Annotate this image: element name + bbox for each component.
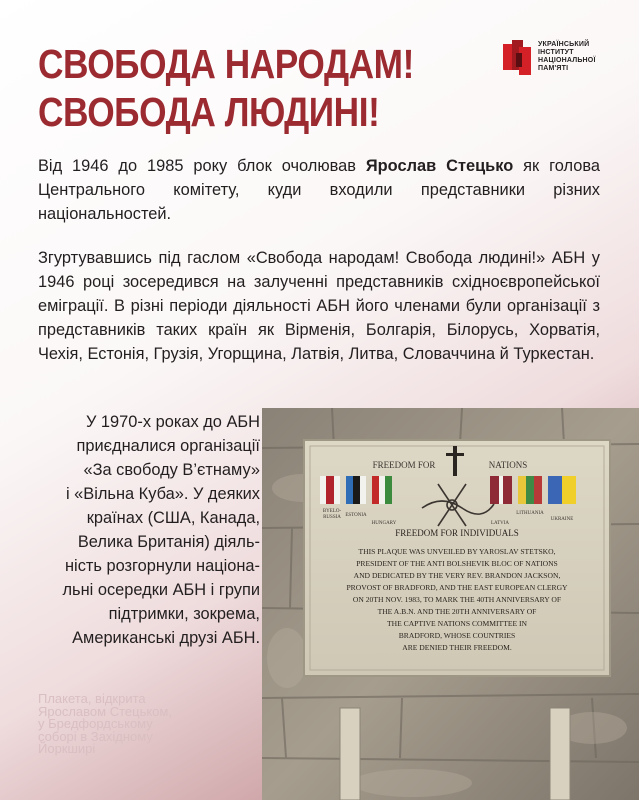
svg-text:RUSSIA: RUSSIA: [323, 515, 341, 520]
page-title: [38, 40, 414, 136]
paragraph-slogan: Згуртувавшись під гаслом «Свобода народам! Свобода людині!» АБН у 1946 році зосередився на залученні представників східноєвропейської еміграції. В різні періоди діяльності АБН його членами були організації з представників таких країн як Вірменія, Болгарія, Білорусь, Хорватія, Чехія, Естонія, Грузія, Угорщина, Латвія, Литва, Словаччина й Туркестан.: [38, 249, 600, 363]
flag-ukraine: [548, 476, 576, 504]
institute-logo: [503, 40, 613, 86]
plaque-freedom-individuals: FREEDOM FOR INDIVIDUALS: [395, 528, 519, 538]
title-line-2: СВОБОДА ЛЮДИНІ!: [38, 89, 380, 135]
photo-caption: Плакета, відкрита Ярославом Стецьком, у Бредфордському соборі в Західному Йоркширі: [38, 691, 172, 756]
flag-hungary: [372, 476, 392, 504]
paragraph-leadership: Від 1946 до 1985 року блок очолював Ярослав Стецько як голова Центрального комітету, куди входили представники різних національностей.: [38, 157, 601, 223]
plaque-photo: [262, 408, 639, 800]
plaque-flag-label: UKRAINE: [550, 517, 574, 522]
svg-text:THE A.B.N. AND THE 20TH ANNIVE: THE A.B.N. AND THE 20TH ANNIVERSARY OF: [377, 607, 537, 616]
flag-byelorussia: [320, 476, 340, 504]
svg-text:THE CAPTIVE NATIONS COMMITTEE: THE CAPTIVE NATIONS COMMITTEE IN: [386, 619, 528, 628]
svg-text:AND DEDICATED BY THE VERY REV.: AND DEDICATED BY THE VERY REV. BRANDON JACKSON,: [353, 571, 561, 580]
svg-text:PROVOST OF BRADFORD, AND THE E: PROVOST OF BRADFORD, AND THE EAST EUROPEAN CLERGY: [346, 583, 568, 592]
plaque-header-right: NATIONS: [488, 460, 528, 470]
paragraph-1970s: У 1970-х роках до АБН приєдналися організації «За свободу В’єтнаму» і «Вільна Куба». У деяких країнах (США, Канада, Велика Британія) діяль- ність розгорнули націона- льні осередки АБН і групи підтримки, зокрема, Американські друзі АБН.: [62, 413, 260, 647]
plaque-flag-label: ESTONIA: [345, 513, 367, 518]
svg-text:PRESIDENT OF THE ANTI BOLSHEVI: PRESIDENT OF THE ANTI BOLSHEVIK BLOC OF NATIONS: [356, 559, 558, 568]
stetsko-name: Ярослав Стецько: [365, 157, 514, 175]
svg-text:BYELO-: BYELO-: [322, 509, 342, 514]
flag-lithuania: [518, 476, 542, 504]
plaque-flag-label: LITHUANIA: [516, 511, 544, 516]
svg-text:THIS PLAQUE WAS UNVEILED BY YA: THIS PLAQUE WAS UNVEILED BY YAROSLAV STETSKO,: [358, 547, 556, 556]
flag-latvia: [490, 476, 512, 504]
flag-estonia: [346, 476, 366, 504]
institute-logo-icon: [503, 40, 533, 76]
title-line-1: СВОБОДА НАРОДАМ!: [38, 41, 414, 87]
svg-text:ARE DENIED THEIR FREEDOM.: ARE DENIED THEIR FREEDOM.: [402, 643, 512, 652]
plaque-flag-label: HUNGARY: [371, 521, 397, 526]
plaque-header-left: FREEDOM FOR: [372, 460, 436, 470]
institute-logo-text: УКРАЇНСЬКИЙ ІНСТИТУТ НАЦІОНАЛЬНОЇ ПАМ'ЯТІ: [538, 41, 596, 72]
svg-text:ON 20TH NOV. 1983, TO MARK THE: ON 20TH NOV. 1983, TO MARK THE 40TH ANNIVERSARY OF: [352, 595, 562, 604]
plaque-flag-label: LATVIA: [490, 521, 510, 526]
svg-text:BRADFORD, WHOSE COUNTRIES: BRADFORD, WHOSE COUNTRIES: [398, 631, 516, 640]
